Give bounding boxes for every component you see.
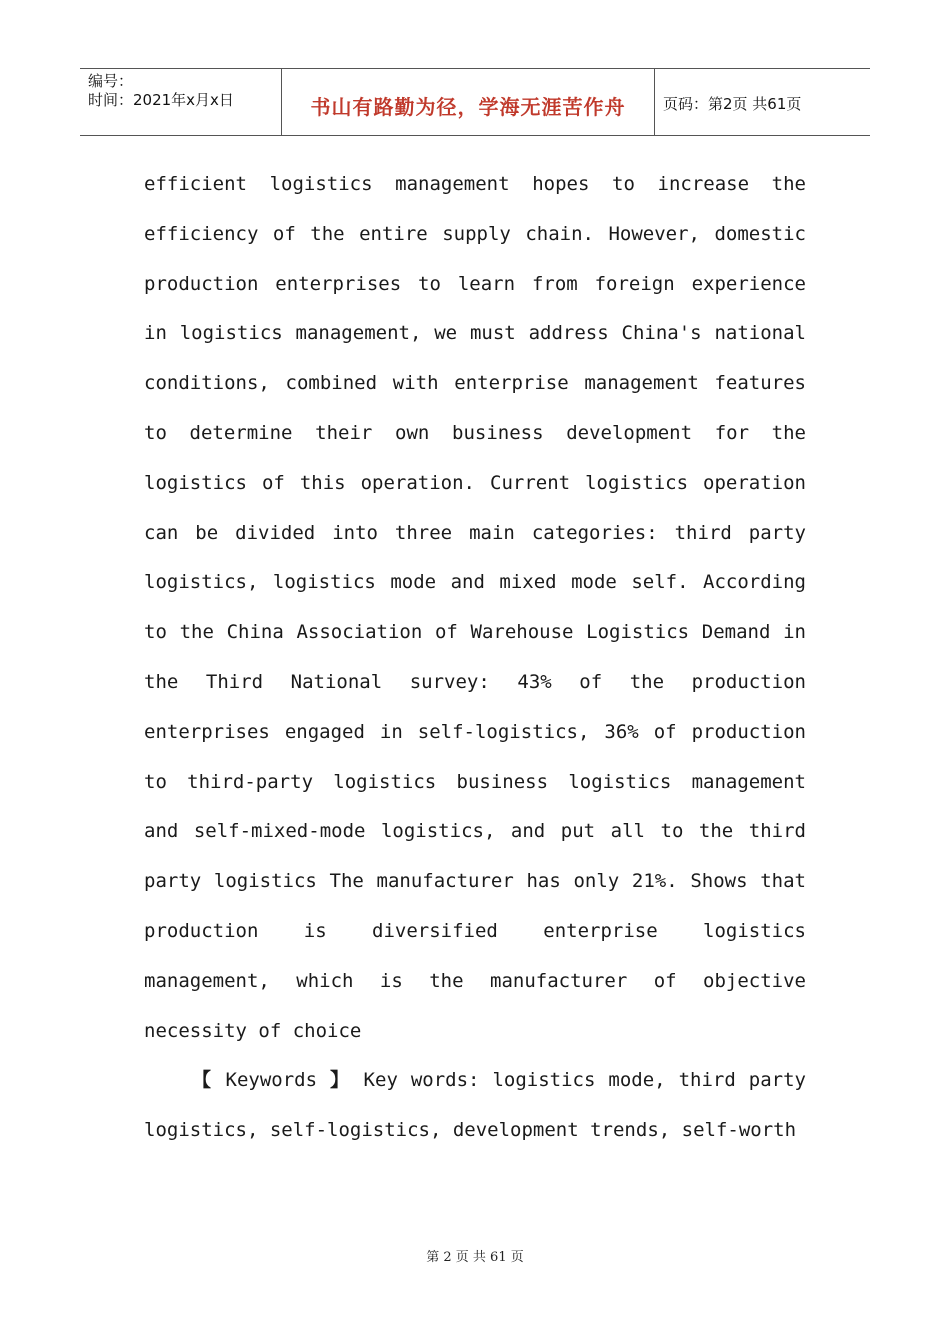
keywords-text: Key words: logistics mode, third party logistics, self-logistics, development trends, self-worth	[144, 1069, 806, 1142]
header-motto: 书山有路勤为径，学海无涯苦作舟	[310, 95, 626, 119]
keywords-open-bracket: 【	[192, 1069, 213, 1092]
header-top-rule	[80, 68, 870, 69]
document-body	[144, 160, 806, 1156]
abstract-paragraph: efficient logistics management hopes to increase the efficiency of the entire supply chain. However, domestic production enterprises to learn from foreign experience in logistics management, we must address China's national conditions, combined with enterprise management features to determine their own business development for the logistics of this operation. Current logistics operation can be divided into three main categories: third party logistics, logistics mode and mixed mode self. According to the China Association of Warehouse Logistics Demand in the Third National survey: 43% of the production enterprises engaged in self-logistics, 36% of production to third-party logistics business logistics management and self-mixed-mode logistics, and put all to the third party logistics The manufacturer has only 21%. Shows that production is diversified enterprise logistics management, which is the manufacturer of objective necessity of choice	[144, 173, 806, 1042]
document-date: 时间：2021年x月x日	[88, 91, 234, 109]
keywords-close-bracket: 】	[330, 1069, 351, 1092]
header-page-info: 页码：第2页 共61页	[663, 95, 802, 113]
keywords-label: Keywords	[212, 1069, 331, 1092]
header-divider-right	[654, 68, 655, 136]
keywords-paragraph	[144, 1056, 806, 1156]
header-bottom-rule	[80, 135, 870, 136]
page-footer: 第 2 页 共 61 页	[426, 1250, 524, 1265]
document-number-label: 编号：	[88, 72, 134, 90]
header-meta	[88, 72, 234, 110]
